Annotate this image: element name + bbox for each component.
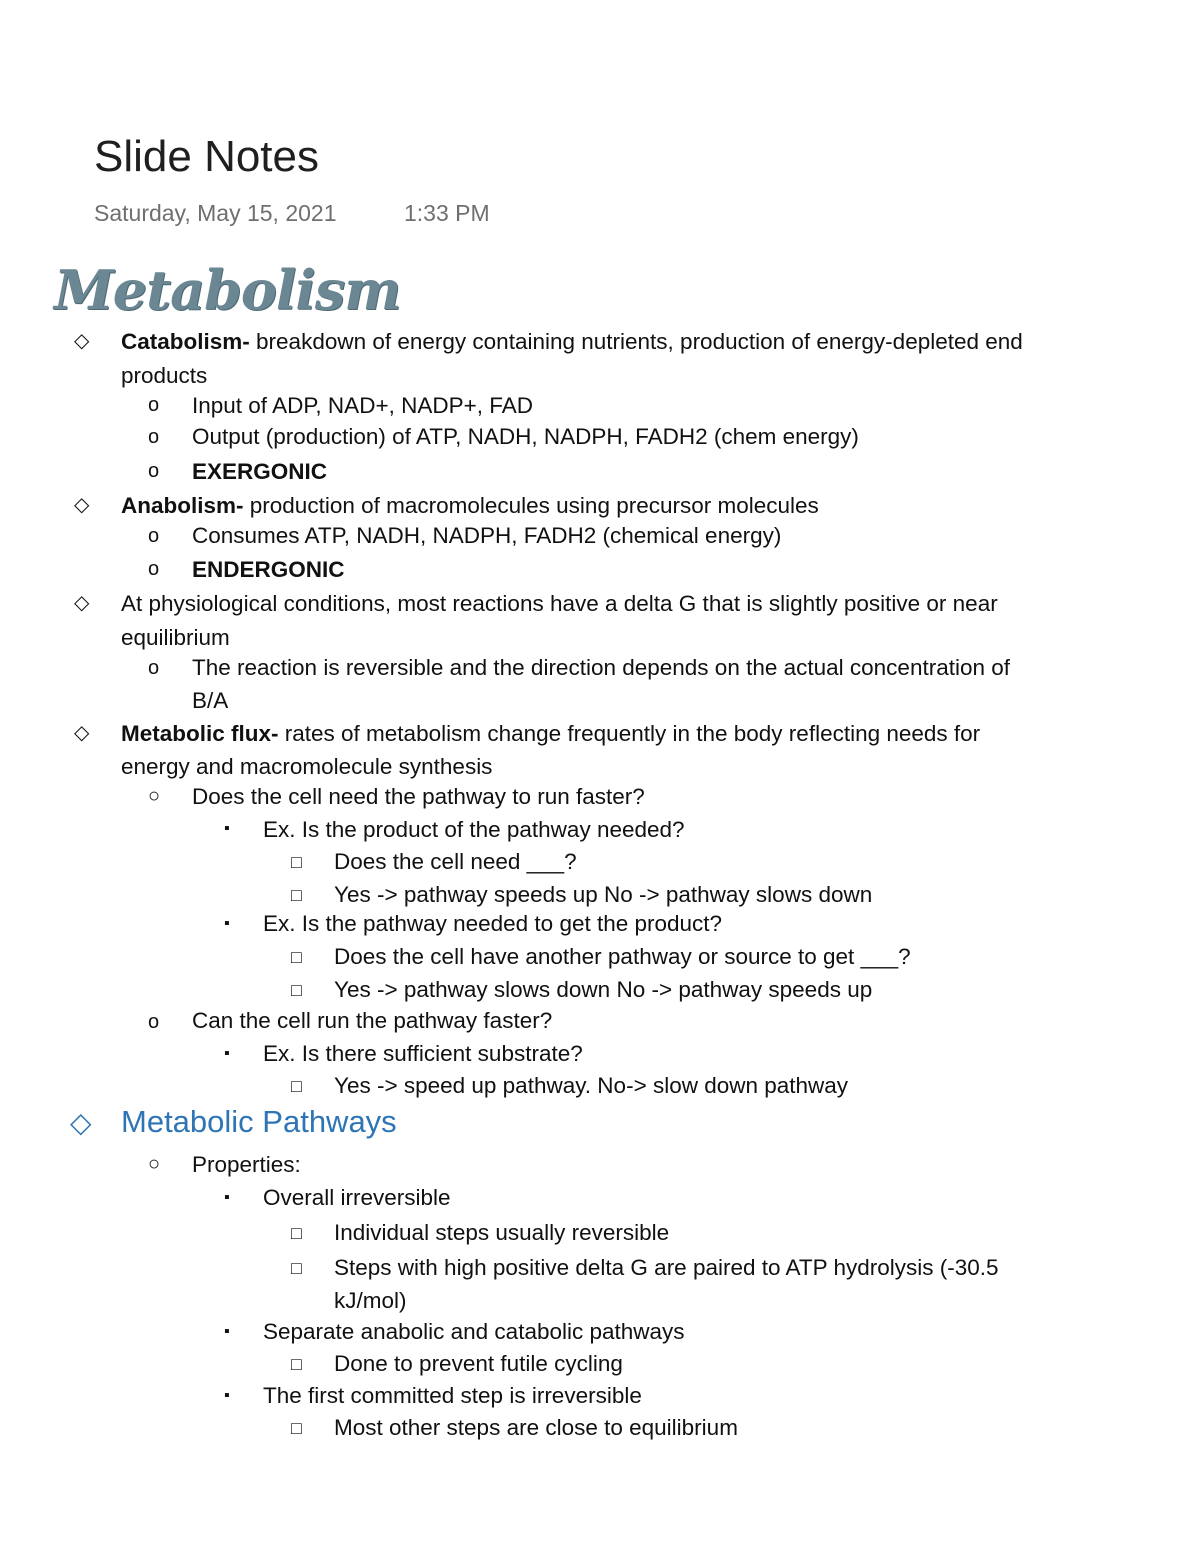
square-outline-bullet-icon: □	[291, 1076, 302, 1096]
anabolism-endergonic: ENDERGONIC	[192, 557, 345, 582]
flux-example-1-b: Yes -> pathway speeds up No -> pathway slows down	[334, 882, 873, 907]
anabolism-item	[121, 489, 819, 522]
flux-text-cont: energy and macromolecule synthesis	[121, 754, 493, 779]
square-bullet-icon: ▪	[224, 820, 230, 837]
circle-bullet-icon: o	[148, 426, 160, 448]
circle-bullet-icon: o	[148, 657, 160, 679]
property-irreversible-b-cont: kJ/mol)	[334, 1288, 407, 1313]
square-bullet-icon: ▪	[224, 1387, 230, 1404]
circle-bullet-icon: o	[148, 460, 160, 482]
flux-example-2-b: Yes -> pathway slows down No -> pathway speeds up	[334, 977, 873, 1002]
square-outline-bullet-icon: □	[291, 885, 302, 905]
catabolism-input: Input of ADP, NAD+, NADP+, FAD	[192, 393, 533, 418]
flux-question-2: Can the cell run the pathway faster?	[192, 1008, 553, 1033]
square-outline-bullet-icon: □	[291, 852, 302, 872]
square-outline-bullet-icon: □	[291, 1223, 302, 1243]
anabolism-consumes: Consumes ATP, NADH, NADPH, FADH2 (chemical energy)	[192, 523, 782, 548]
flux-text: rates of metabolism change frequently in the body reflecting needs for	[278, 721, 981, 746]
circle-bullet-icon: o	[148, 394, 160, 416]
section-heading-pathways: Metabolic Pathways	[121, 1104, 397, 1139]
circle-bullet-icon: o	[148, 525, 160, 547]
square-outline-bullet-icon: □	[291, 1418, 302, 1438]
term-anabolism: Anabolism-	[121, 493, 244, 518]
property-irreversible: Overall irreversible	[263, 1185, 451, 1210]
heading-metabolism: Metabolism	[54, 258, 401, 322]
square-bullet-icon: ▪	[224, 1323, 230, 1340]
page-title: Slide Notes	[94, 132, 320, 181]
property-irreversible-b: Steps with high positive delta G are paired to ATP hydrolysis (-30.5	[334, 1255, 999, 1280]
property-separate-a: Done to prevent futile cycling	[334, 1351, 623, 1376]
term-catabolism: Catabolism-	[121, 329, 250, 354]
flux-example-1: Ex. Is the product of the pathway needed?	[263, 817, 685, 842]
page-date: Saturday, May 15, 2021	[94, 200, 337, 226]
flux-example-2-a: Does the cell have another pathway or source to get ___?	[334, 944, 911, 969]
flux-example-1-a: Does the cell need ___?	[334, 849, 577, 874]
catabolism-text: breakdown of energy containing nutrients, production of energy-depleted end	[249, 329, 1023, 354]
circle-bullet-icon: ○	[148, 1153, 161, 1175]
anabolism-text: production of macromolecules using precursor molecules	[243, 493, 819, 518]
pathways-properties: Properties:	[192, 1152, 301, 1177]
property-irreversible-a: Individual steps usually reversible	[334, 1220, 670, 1245]
square-bullet-icon: ▪	[224, 915, 230, 932]
catabolism-exergonic: EXERGONIC	[192, 459, 328, 484]
catabolism-item	[121, 325, 1023, 358]
catabolism-text-cont: products	[121, 363, 208, 388]
diamond-bullet-icon: ◇	[74, 722, 90, 744]
property-committed-a: Most other steps are close to equilibrium	[334, 1415, 738, 1440]
reversible-note-cont: B/A	[192, 688, 229, 713]
property-committed: The first committed step is irreversible	[263, 1383, 642, 1408]
square-bullet-icon: ▪	[224, 1189, 230, 1206]
circle-bullet-icon: o	[148, 1011, 160, 1033]
property-separate: Separate anabolic and catabolic pathways	[263, 1319, 685, 1344]
diamond-bullet-icon: ◇	[74, 330, 90, 352]
flux-example-2: Ex. Is the pathway needed to get the product?	[263, 911, 723, 936]
page-time: 1:33 PM	[404, 200, 490, 226]
flux-example-3-a: Yes -> speed up pathway. No-> slow down pathway	[334, 1073, 849, 1098]
diamond-section-icon: ◇	[70, 1107, 92, 1138]
physiological-item: At physiological conditions, most reactions have a delta G that is slightly positive or near	[121, 591, 998, 616]
square-outline-bullet-icon: □	[291, 1258, 302, 1278]
square-outline-bullet-icon: □	[291, 1354, 302, 1374]
square-outline-bullet-icon: □	[291, 980, 302, 1000]
circle-bullet-icon: o	[148, 558, 160, 580]
term-metabolic-flux: Metabolic flux-	[121, 721, 279, 746]
circle-bullet-icon: ○	[148, 785, 161, 807]
flux-example-3: Ex. Is there sufficient substrate?	[263, 1041, 583, 1066]
diamond-bullet-icon: ◇	[74, 592, 90, 614]
square-outline-bullet-icon: □	[291, 947, 302, 967]
physiological-item-cont: equilibrium	[121, 625, 230, 650]
flux-item	[121, 717, 980, 750]
flux-question-1: Does the cell need the pathway to run faster?	[192, 784, 645, 809]
square-bullet-icon: ▪	[224, 1045, 230, 1062]
diamond-bullet-icon: ◇	[74, 494, 90, 516]
reversible-note: The reaction is reversible and the direction depends on the actual concentration of	[192, 655, 1011, 680]
catabolism-output: Output (production) of ATP, NADH, NADPH, FADH2 (chem energy)	[192, 424, 859, 449]
